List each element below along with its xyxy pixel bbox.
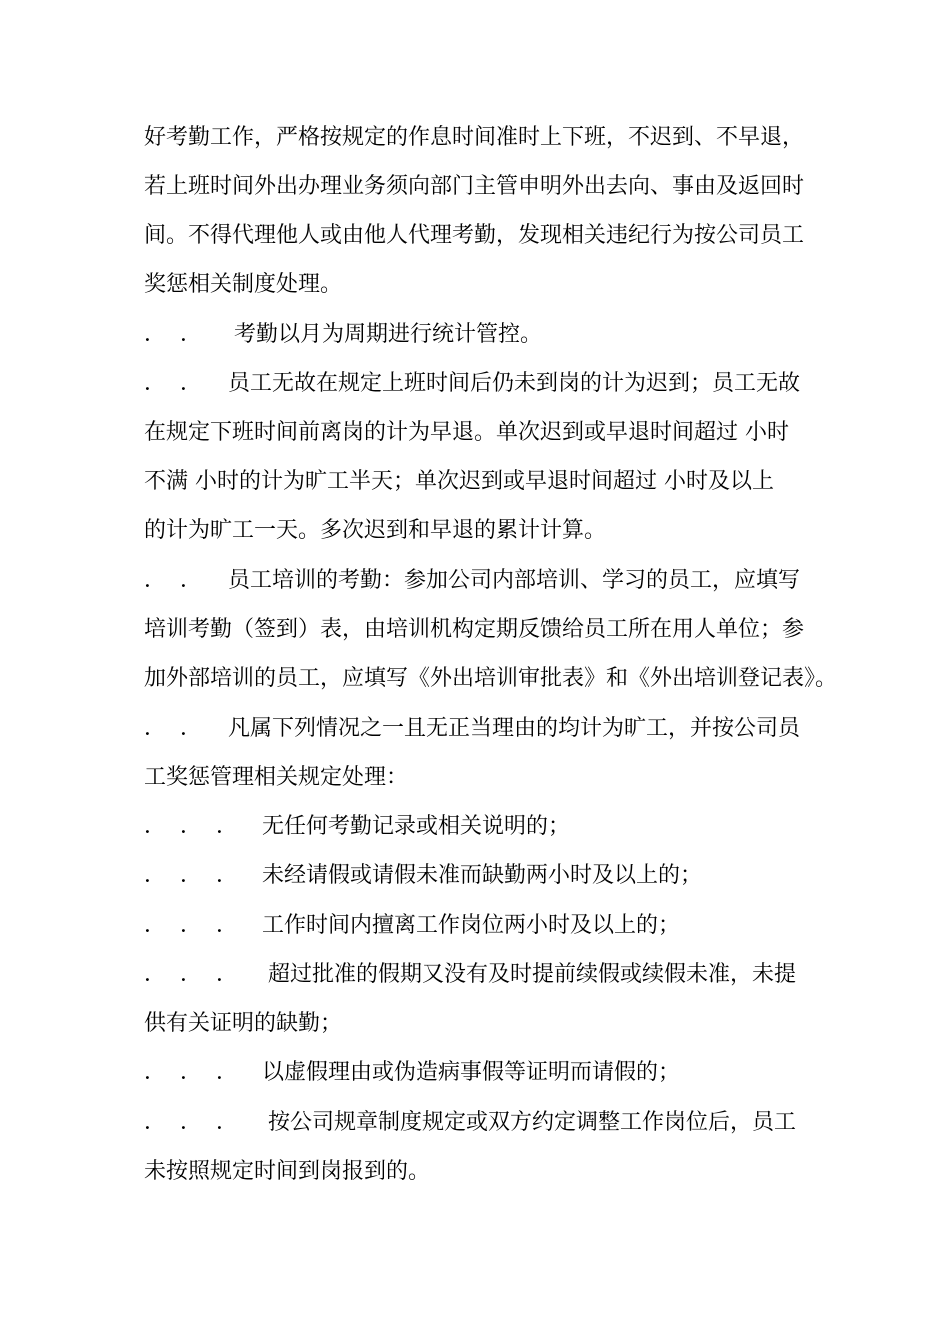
sub-clause-text: 工作时间内擅离工作岗位两小时及以上的； (262, 913, 681, 938)
sub-clause-number: ． ． ． (144, 962, 238, 987)
sub-clause-number: ． ． ． (144, 1060, 238, 1085)
sub-clause-number: ． ． ． (144, 814, 238, 839)
sub-clause-number: ． ． ． (144, 913, 238, 938)
paragraph-line: 奖惩相关制度处理。 (144, 272, 343, 297)
sub-clause-text: 超过批准的假期又没有及时提前续假或续假未准，未提 (268, 962, 797, 987)
clause-text: 工奖惩管理相关规定处理： (144, 765, 409, 790)
clause-text: 培训考勤（签到）表，由培训机构定期反馈给员工所在用人单位；参 (144, 617, 805, 642)
sub-clause-number: ． ． ． (144, 863, 238, 888)
clause-text: 加外部培训的员工，应填写《外出培训审批表》和《外出培训登记表》。 (144, 666, 838, 691)
clause-text: 考勤以月为周期进行统计管控。 (234, 322, 543, 347)
sub-clause-number: ． ． ． (144, 1110, 238, 1135)
section-number: ． ． (144, 371, 202, 396)
sub-clause-text: 以虚假理由或伪造病事假等证明而请假的； (262, 1060, 681, 1085)
clause-text: 的计为旷工一天。多次迟到和早退的累计计算。 (144, 518, 607, 543)
section-number: ． ． (144, 322, 202, 347)
sub-clause-text: 按公司规章制度规定或双方约定调整工作岗位后，员工 (268, 1110, 797, 1135)
paragraph-line: 间。不得代理他人或由他人代理考勤，发现相关违纪行为按公司员工 (144, 223, 805, 248)
sub-clause-text: 未按照规定时间到岗报到的。 (144, 1159, 431, 1184)
sub-clause-text: 供有关证明的缺勤； (144, 1011, 343, 1036)
section-number: ． ． (144, 568, 202, 593)
paragraph-line: 好考勤工作，严格按规定的作息时间准时上下班，不迟到、不早退， (144, 125, 805, 150)
clause-text: 在规定下班时间前离岗的计为早退。单次迟到或早退时间超过 小时 (144, 420, 789, 445)
section-number: ． ． (144, 716, 202, 741)
sub-clause-text: 未经请假或请假未准而缺勤两小时及以上的； (262, 863, 703, 888)
paragraph-line: 若上班时间外出办理业务须向部门主管申明外出去向、事由及返回时 (144, 174, 805, 199)
sub-clause-text: 无任何考勤记录或相关说明的； (262, 814, 571, 839)
clause-text: 员工无故在规定上班时间后仍未到岗的计为迟到；员工无故 (228, 371, 801, 396)
clause-text: 凡属下列情况之一且无正当理由的均计为旷工，并按公司员 (228, 716, 801, 741)
clause-text: 不满 小时的计为旷工半天；单次迟到或早退时间超过 小时及以上 (144, 469, 774, 494)
clause-text: 员工培训的考勤：参加公司内部培训、学习的员工，应填写 (228, 568, 801, 593)
